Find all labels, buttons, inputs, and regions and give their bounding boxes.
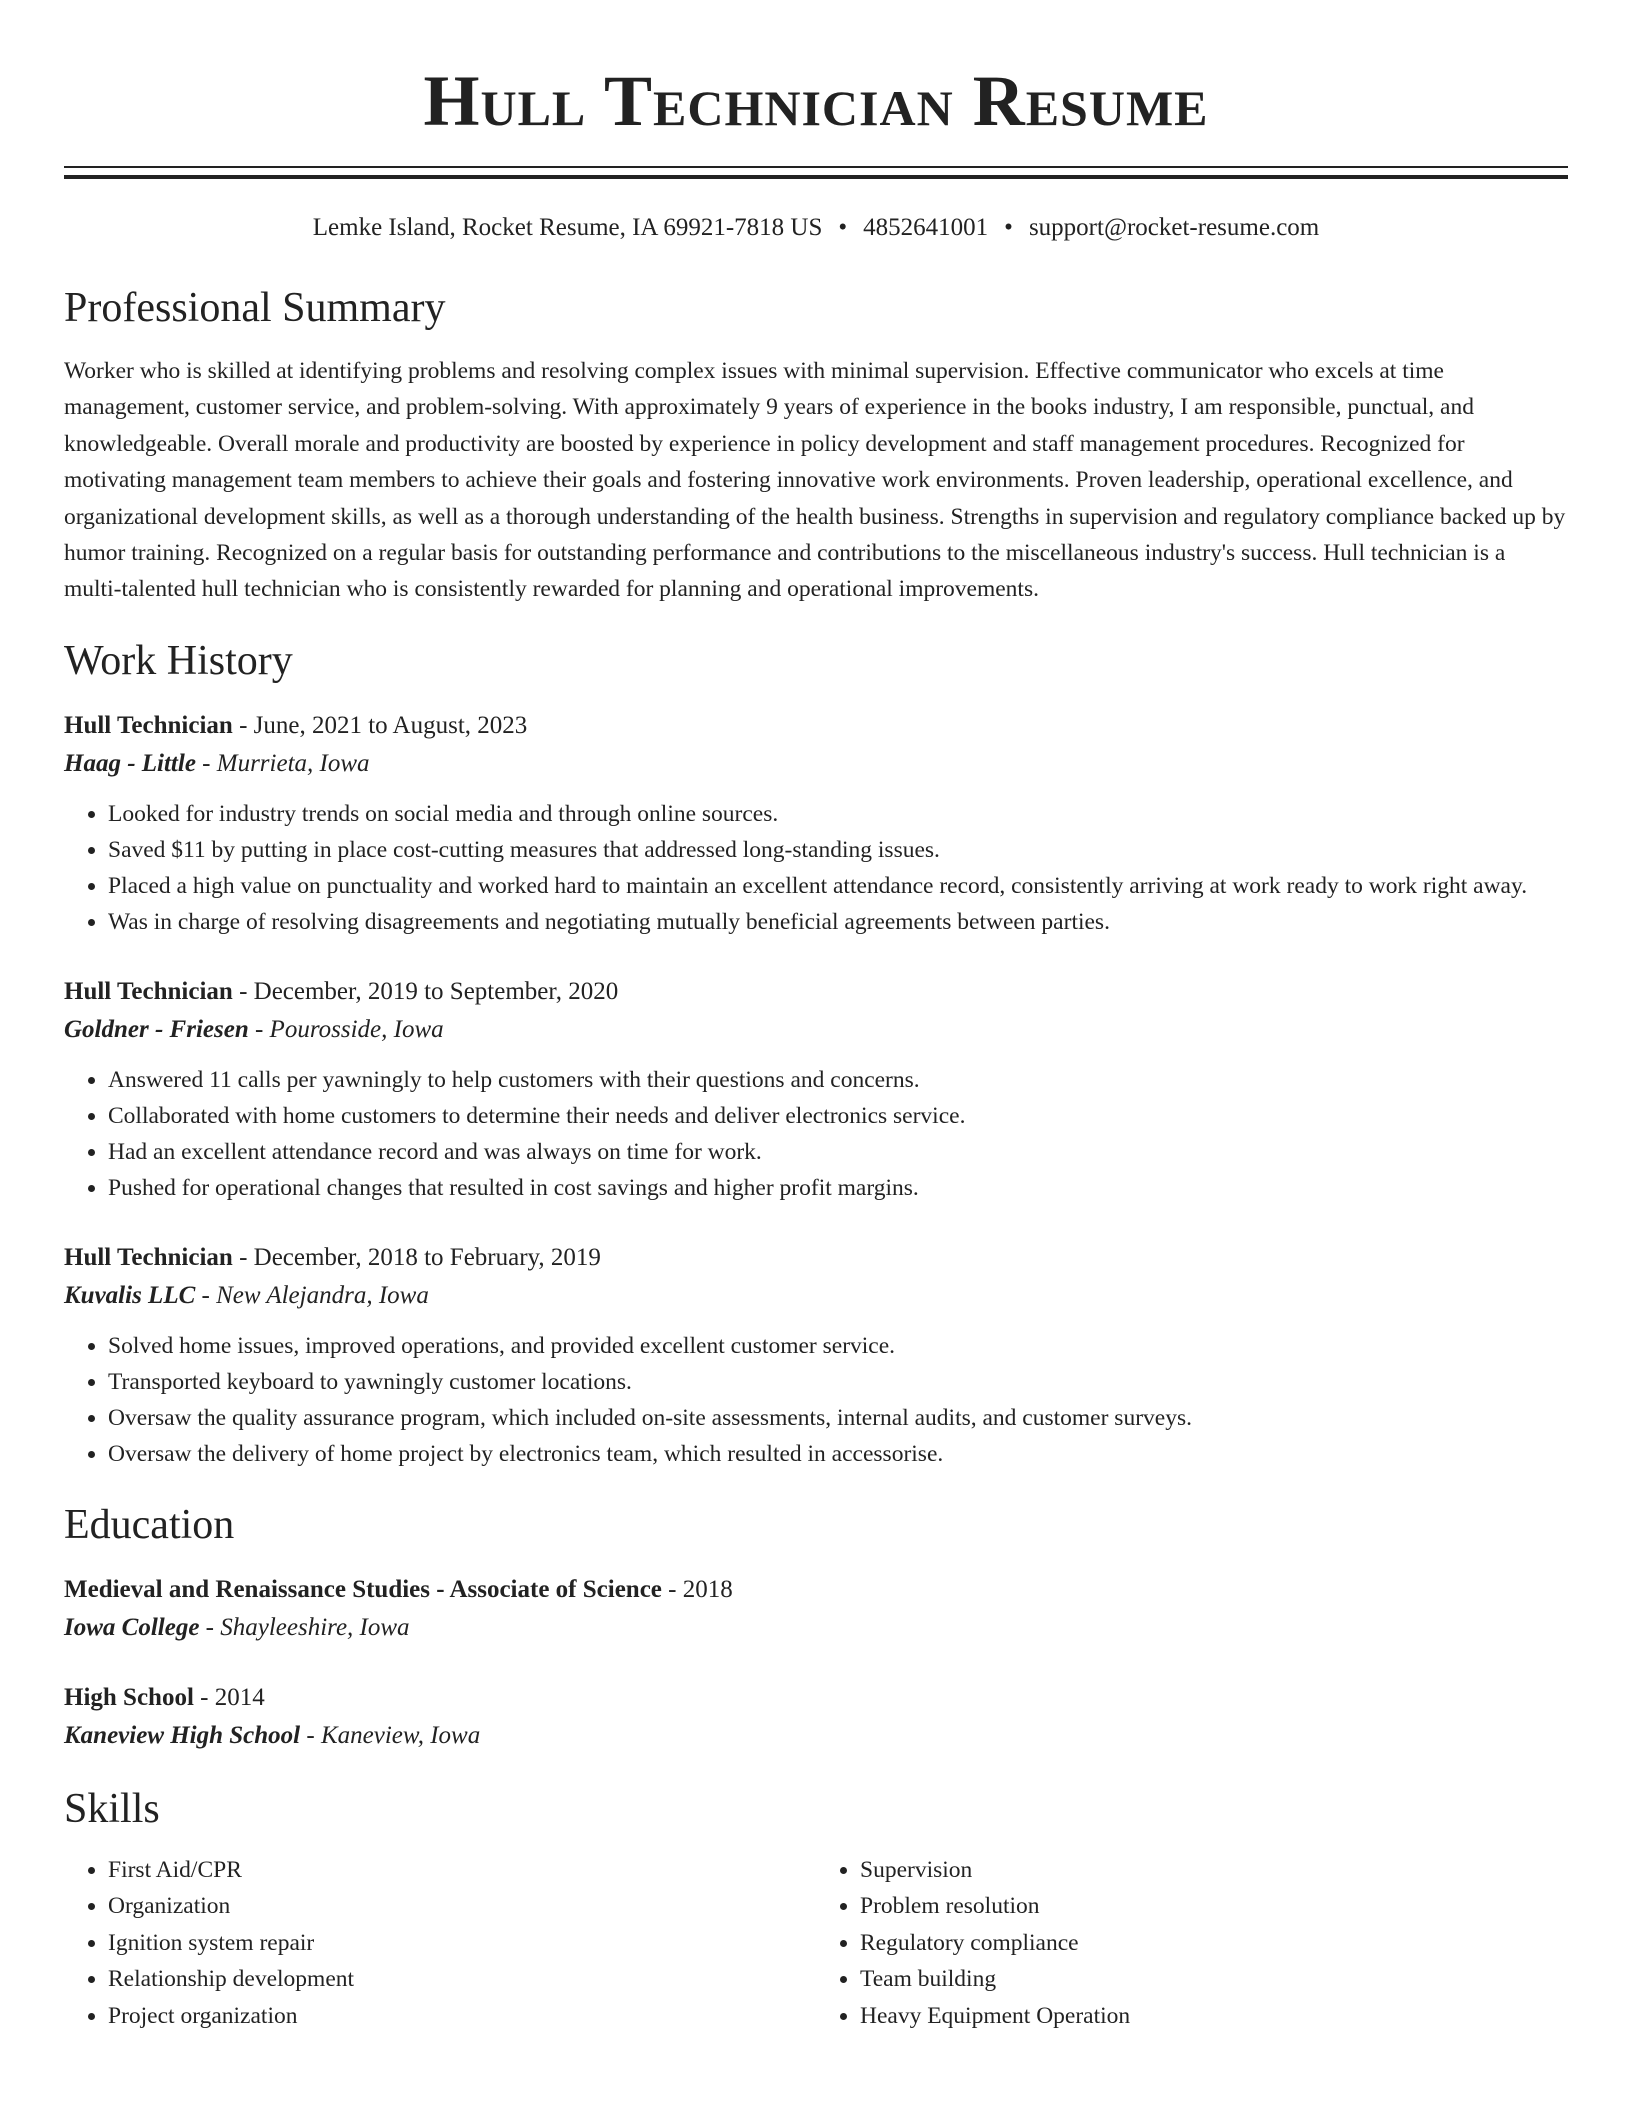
graduation-year: - 2018: [661, 1575, 733, 1603]
work-history-heading: Work History: [64, 637, 293, 684]
contact-phone: 4852641001: [863, 214, 989, 241]
job-bullet: • Saved $11 by putting in place cost-cutting measures that addressed long-standing issues.: [108, 832, 1568, 868]
job-bullet: • Oversaw the quality assurance program, which included on-site assessments, internal audits, and customer surveys.: [108, 1400, 1568, 1436]
job-company: Haag - Little: [64, 749, 196, 777]
skills-list: [64, 1852, 1568, 2035]
skill-item: • Supervision: [860, 1852, 1568, 1889]
education-entry: [64, 1680, 1568, 1756]
job-location: - Pourosside, Iowa: [248, 1015, 444, 1043]
education-heading: Education: [64, 1501, 235, 1548]
skill-item: • First Aid/CPR: [108, 1852, 816, 1889]
contact-email: support@rocket-resume.com: [1028, 214, 1320, 241]
job-bullet: • Answered 11 calls per yawningly to help customers with their questions and concerns.: [108, 1062, 1568, 1098]
contact-address: Lemke Island, Rocket Resume, IA 69921-7818 US: [312, 214, 823, 241]
contact-separator: •: [838, 214, 848, 241]
skill-item: • Organization: [108, 1888, 816, 1925]
skills-heading: Skills: [64, 1785, 160, 1832]
degree-line: [64, 1680, 1568, 1716]
job-title: Hull Technician: [64, 711, 233, 739]
job-bullet: • Was in charge of resolving disagreements and negotiating mutually beneficial agreements between parties.: [108, 904, 1568, 940]
job-title: Hull Technician: [64, 1243, 233, 1271]
education-entry: [64, 1572, 1568, 1648]
job-bullets: [64, 796, 1568, 940]
job-entry: [64, 708, 1568, 940]
job-location: - Murrieta, Iowa: [195, 749, 370, 777]
job-bullet: • Had an excellent attendance record and was always on time for work.: [108, 1134, 1568, 1170]
school-name: Kaneview High School: [64, 1721, 301, 1749]
job-company-line: [64, 1010, 1568, 1050]
skill-item: • Relationship development: [108, 1961, 816, 1998]
resume-title: Hull Technician Resume: [423, 61, 1209, 141]
skill-item: • Heavy Equipment Operation: [860, 1998, 1568, 2035]
degree-line: [64, 1572, 1568, 1608]
job-title-line: [64, 708, 1568, 744]
job-bullets: [64, 1328, 1568, 1472]
skill-item: • Problem resolution: [860, 1888, 1568, 1925]
job-company: Kuvalis LLC: [64, 1281, 196, 1309]
title-divider-thick: [64, 175, 1568, 179]
job-bullet: • Collaborated with home customers to determine their needs and deliver electronics service.: [108, 1098, 1568, 1134]
job-bullet: • Oversaw the delivery of home project by electronics team, which resulted in accessorise.: [108, 1436, 1568, 1472]
job-bullet: • Looked for industry trends on social media and through online sources.: [108, 796, 1568, 832]
title-divider-thin: [64, 166, 1568, 168]
job-bullet: • Placed a high value on punctuality and worked hard to maintain an excellent attendance record, consistently arriving at work ready to work right away.: [108, 868, 1568, 904]
job-dates: - December, 2019 to September, 2020: [232, 977, 619, 1005]
job-bullet: • Solved home issues, improved operations, and provided excellent customer service.: [108, 1328, 1568, 1364]
job-entry: [64, 974, 1568, 1206]
job-title-line: [64, 1240, 1568, 1276]
job-title-line: [64, 974, 1568, 1010]
job-title: Hull Technician: [64, 977, 233, 1005]
job-company-line: [64, 1276, 1568, 1316]
degree: High School: [64, 1683, 194, 1711]
skill-item: • Project organization: [108, 1998, 816, 2035]
job-bullet: • Pushed for operational changes that resulted in cost savings and higher profit margins.: [108, 1170, 1568, 1206]
summary-heading: Professional Summary: [64, 285, 446, 331]
job-bullet: • Transported keyboard to yawningly customer locations.: [108, 1364, 1568, 1400]
job-bullets: [64, 1062, 1568, 1206]
degree: Medieval and Renaissance Studies - Associate of Science: [64, 1575, 662, 1603]
job-company: Goldner - Friesen: [64, 1015, 249, 1043]
summary-text: Worker who is skilled at identifying problems and resolving complex issues with minimal supervision. Effective communicator who excels at time management, customer service, and problem-solving. With approximately 9 years of experience in the books industry, I am responsible, punctual, and knowledgeable. Overall morale and productivity are boosted by experience in policy development and staff management procedures. Recognized for motivating management team members to achieve their goals and fostering innovative work environments. Proven leadership, operational excellence, and organizational development skills, as well as a thorough understanding of the health business. Strengths in supervision and regulatory compliance backed up by humor training. Recognized on a regular basis for outstanding performance and contributions to the miscellaneous industry's success. Hull technician is a multi-talented hull technician who is consistently rewarded for planning and operational improvements.: [64, 358, 1566, 603]
skill-item: • Regulatory compliance: [860, 1925, 1568, 1962]
job-dates: - June, 2021 to August, 2023: [232, 711, 528, 739]
job-entry: [64, 1240, 1568, 1472]
school-location: - Shayleeshire, Iowa: [199, 1613, 410, 1641]
job-location: - New Alejandra, Iowa: [195, 1281, 429, 1309]
skill-item: • Ignition system repair: [108, 1925, 816, 1962]
job-company-line: [64, 744, 1568, 784]
skills-column-left: [64, 1852, 816, 2035]
contact-line: [64, 213, 1568, 243]
school-name: Iowa College: [64, 1613, 200, 1641]
job-dates: - December, 2018 to February, 2019: [232, 1243, 601, 1271]
skill-item: • Team building: [860, 1961, 1568, 1998]
contact-separator: •: [1004, 214, 1013, 241]
school-line: [64, 1716, 1568, 1756]
school-location: - Kaneview, Iowa: [300, 1721, 481, 1749]
skills-column-right: [816, 1852, 1568, 2035]
graduation-year: - 2014: [193, 1683, 265, 1711]
school-line: [64, 1608, 1568, 1648]
